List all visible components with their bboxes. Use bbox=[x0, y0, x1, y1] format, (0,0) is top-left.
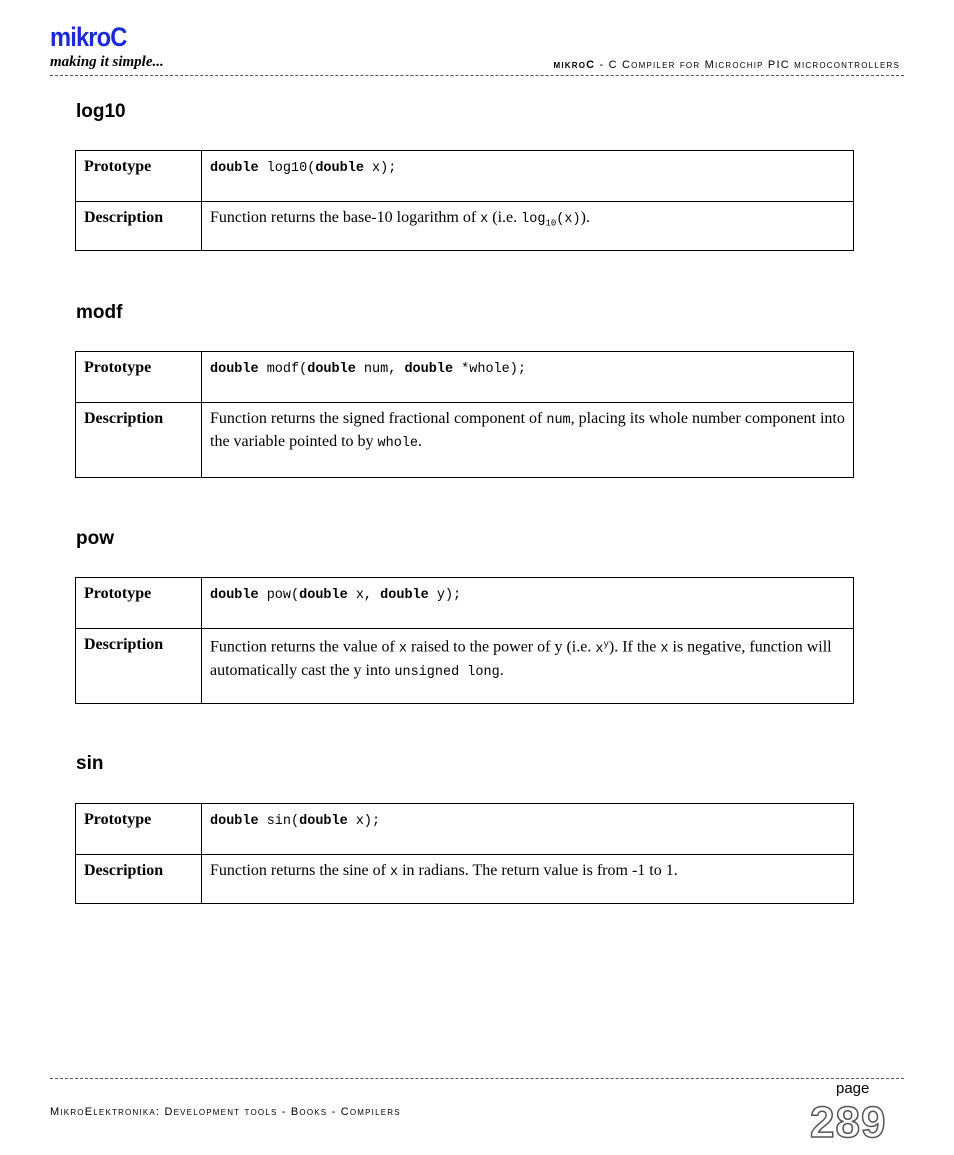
code-text: log10( bbox=[258, 161, 316, 176]
desc-code: (x) bbox=[556, 212, 581, 227]
footer-text: MikroElektronika: Development tools - Books - Compilers bbox=[50, 1106, 401, 1118]
desc-text: , placing its whole number component into the variable pointed to by bbox=[210, 410, 845, 450]
desc-code: x bbox=[595, 641, 604, 657]
header-divider bbox=[50, 75, 904, 76]
page-label: page bbox=[836, 1080, 870, 1097]
desc-code: unsigned long bbox=[394, 664, 500, 680]
desc-text: . bbox=[418, 433, 423, 450]
desc-text: Function returns the value of bbox=[210, 638, 399, 656]
desc-text: ). bbox=[580, 209, 590, 226]
prototype-row bbox=[76, 578, 854, 629]
page-number: 289 bbox=[810, 1098, 887, 1147]
header-title-brand: mikroC bbox=[553, 59, 596, 71]
code-text: pow( bbox=[258, 588, 300, 603]
code-keyword: double bbox=[307, 362, 356, 377]
description-row bbox=[76, 403, 854, 478]
desc-text: Function returns the sine of bbox=[210, 862, 390, 879]
prototype-code bbox=[202, 352, 854, 403]
prototype-code bbox=[202, 804, 854, 855]
prototype-label: Prototype bbox=[76, 578, 202, 629]
code-keyword: double bbox=[210, 362, 259, 377]
footer-divider bbox=[50, 1078, 904, 1079]
desc-code: x bbox=[660, 641, 669, 657]
function-table-sin bbox=[75, 803, 854, 904]
code-text: num, bbox=[355, 362, 405, 377]
desc-text: . bbox=[499, 661, 504, 679]
code-text: *whole); bbox=[453, 362, 526, 377]
header-title bbox=[553, 59, 900, 71]
description-row bbox=[76, 202, 854, 251]
desc-code: log bbox=[521, 212, 546, 227]
code-keyword: double bbox=[210, 161, 259, 176]
section-heading-sin: sin bbox=[76, 753, 104, 774]
section-heading-pow: pow bbox=[76, 528, 114, 549]
desc-code: x bbox=[389, 865, 399, 880]
code-keyword: double bbox=[210, 588, 259, 603]
prototype-label: Prototype bbox=[76, 804, 202, 855]
prototype-row bbox=[76, 352, 854, 403]
tagline: making it simple... bbox=[50, 54, 164, 70]
code-text: modf( bbox=[258, 362, 308, 377]
desc-code: x bbox=[398, 641, 407, 657]
description-row bbox=[76, 855, 854, 904]
code-text: sin( bbox=[258, 814, 300, 829]
mikroc-logo: mikroC bbox=[50, 22, 127, 52]
function-table-pow bbox=[75, 577, 854, 704]
code-text: x); bbox=[363, 161, 397, 176]
description-text bbox=[202, 403, 854, 478]
desc-text: is negative, function will automatically cast the y into bbox=[210, 638, 832, 679]
description-text bbox=[202, 202, 854, 251]
code-keyword: double bbox=[299, 814, 348, 829]
desc-superscript: y bbox=[603, 639, 609, 649]
desc-code: num bbox=[546, 413, 571, 428]
description-text bbox=[202, 855, 854, 904]
description-row bbox=[76, 629, 854, 704]
function-table-modf bbox=[75, 351, 854, 478]
header-title-rest: - C Compiler for Microchip PIC microcontrollers bbox=[595, 59, 900, 71]
prototype-code bbox=[202, 151, 854, 202]
code-text: x, bbox=[347, 588, 381, 603]
desc-text: in radians. The return value is from -1 to 1. bbox=[398, 862, 678, 879]
description-label: Description bbox=[76, 855, 202, 904]
desc-code: whole bbox=[377, 436, 419, 451]
prototype-row bbox=[76, 804, 854, 855]
desc-code: x bbox=[480, 212, 489, 227]
prototype-code bbox=[202, 578, 854, 629]
code-keyword: double bbox=[299, 588, 348, 603]
section-heading-log10: log10 bbox=[76, 101, 126, 122]
desc-text: (i.e. bbox=[488, 209, 522, 226]
prototype-row bbox=[76, 151, 854, 202]
function-table-log10 bbox=[75, 150, 854, 251]
code-keyword: double bbox=[315, 161, 364, 176]
code-text: x); bbox=[347, 814, 381, 829]
description-label: Description bbox=[76, 202, 202, 251]
code-keyword: double bbox=[380, 588, 429, 603]
prototype-label: Prototype bbox=[76, 352, 202, 403]
desc-text: Function returns the signed fractional component of bbox=[210, 410, 547, 427]
section-heading-modf: modf bbox=[76, 302, 123, 323]
description-text bbox=[202, 629, 854, 704]
desc-text: Function returns the base-10 logarithm of bbox=[210, 209, 481, 226]
code-text: y); bbox=[428, 588, 462, 603]
desc-text: ). If the bbox=[608, 638, 661, 656]
desc-subscript: 10 bbox=[545, 218, 557, 229]
description-label: Description bbox=[76, 403, 202, 478]
code-keyword: double bbox=[210, 814, 259, 829]
desc-text: raised to the power of y (i.e. bbox=[406, 638, 596, 656]
description-label: Description bbox=[76, 629, 202, 704]
code-keyword: double bbox=[404, 362, 454, 377]
prototype-label: Prototype bbox=[76, 151, 202, 202]
